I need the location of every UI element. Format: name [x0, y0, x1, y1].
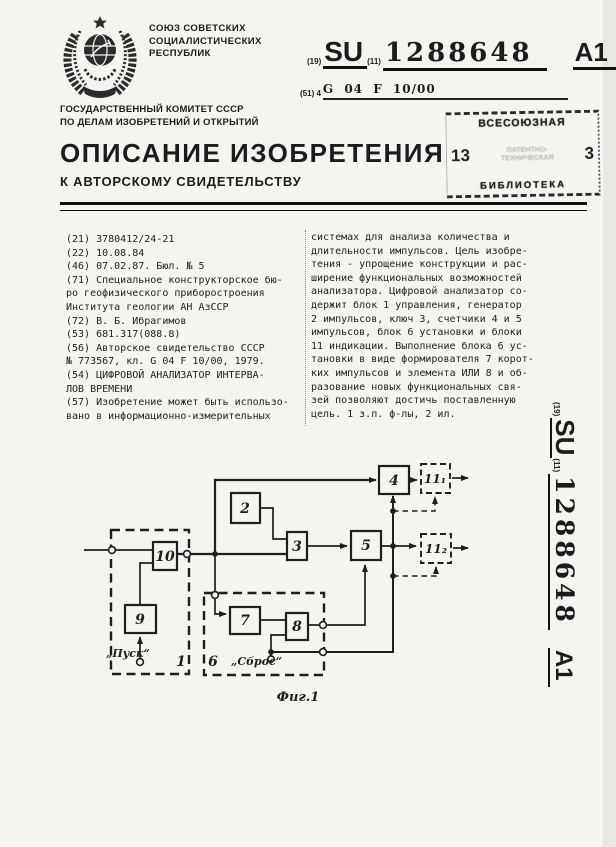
text-line: держит блок 1 управления, генератор — [311, 299, 522, 311]
ipc-class: G 04 F 10/00 — [323, 82, 568, 100]
committee-name — [60, 104, 259, 129]
label-block-8: 8 — [292, 619, 302, 635]
sidebar-number: 1288648 — [548, 474, 577, 630]
text-line: ширение функциональных возможностей — [311, 272, 522, 284]
double-rule — [60, 202, 587, 211]
label-block-2: 2 — [240, 501, 250, 517]
emblem-globe — [84, 34, 116, 66]
text-line: (57) Изобретение может быть использо- — [66, 397, 289, 409]
ipc-classification — [300, 82, 568, 100]
label-block-10: 10 — [155, 549, 175, 565]
figure-caption: Фиг.1 — [276, 690, 320, 705]
abstract-column — [311, 231, 561, 421]
sidebar-country-code: SU — [550, 418, 578, 458]
text-line: системах для анализа количества и — [311, 232, 510, 243]
reset-to-or8 — [271, 635, 286, 652]
wire-to-former7 — [215, 554, 226, 614]
sidebar-publication-number — [548, 402, 580, 681]
label-block-11-1: 11₁ — [424, 472, 446, 486]
committee-line: ПО ДЕЛАМ ИЗОБРЕТЕНИЙ И ОТКРЫТИЙ — [60, 116, 259, 128]
text-line: вано в информационно-измерительных — [66, 410, 271, 422]
text-line: Института геологии АН АзССР — [66, 301, 229, 313]
label-block-4: 4 — [389, 473, 399, 489]
text-line: (71) Специальное конструкторское бю- — [66, 274, 283, 286]
text-line: 11 индикации. Выполнение блока 6 ус- — [311, 340, 528, 352]
label-box-6: 6 — [208, 654, 218, 670]
text-line: (21) 3780412/24-21 — [66, 234, 175, 245]
text-line: ЛОВ ВРЕМЕНИ — [66, 383, 133, 395]
committee-line: ГОСУДАРСТВЕННЫЙ КОМИТЕТ СССР — [60, 104, 244, 115]
text-line: тановки в виде формирователя 7 корот- — [311, 354, 534, 366]
stamp-bottom-text: БИБЛИОТЕКА — [479, 179, 567, 192]
document-title: ОПИСАНИЕ ИЗОБРЕТЕНИЯ — [60, 138, 445, 168]
text-line: зей позволяют достичь поставленную — [311, 395, 516, 407]
text-line: (22) 10.08.84 — [66, 247, 145, 259]
ingov-code-51: (51) 4 — [300, 89, 321, 98]
library-stamp — [445, 110, 600, 199]
ingov-code-19: (19) — [307, 57, 322, 66]
country-name — [149, 23, 262, 61]
label-block-11-2: 11₂ — [425, 542, 447, 556]
text-line: № 773567, кл. G 04 F 10/00, 1979. — [66, 356, 265, 368]
label-reset-signal: „Сброс“ — [231, 655, 283, 668]
sidebar-kind: A1 — [548, 648, 576, 687]
text-line: (54) ЦИФРОВОЙ АНАЛИЗАТОР ИНТЕРВА- — [66, 369, 265, 381]
country-name-line: СОЮЗ СОВЕТСКИХ — [149, 23, 246, 34]
publication-number-header — [307, 38, 616, 71]
ussr-emblem — [60, 13, 140, 101]
stamp-right-number: 3 — [584, 143, 595, 163]
document-kind: A1 — [573, 39, 616, 70]
text-line: анализатора. Цифровой анализатор со- — [311, 286, 528, 298]
ingov-code-11: (11) — [367, 57, 381, 66]
publication-number: 1288648 — [383, 40, 547, 71]
country-name-line: РЕСПУБЛИК — [149, 48, 211, 59]
wire-or8-to-counter5 — [308, 565, 365, 625]
label-block-5: 5 — [361, 538, 371, 554]
wire-9-to-10 — [140, 563, 153, 605]
text-line: разование новых функциональных свя- — [311, 381, 522, 393]
country-name-line: СОЦИАЛИСТИЧЕСКИХ — [149, 35, 262, 47]
text-line: длительности импульсов. Цель изобре- — [311, 245, 528, 257]
label-block-7: 7 — [240, 613, 250, 629]
label-start-signal: „Пуск“ — [106, 647, 150, 660]
text-line: ро геофизического приборостроения — [66, 288, 265, 300]
wire-generator2-to-key3 — [260, 508, 287, 539]
text-line: ких импульсов и элемента ИЛИ 8 и об- — [311, 367, 528, 379]
text-line: тения - упрощение конструкции и рас- — [311, 259, 528, 271]
block-diagram-fig1 — [76, 428, 518, 720]
sidebar-code-19: (19) — [552, 402, 561, 417]
label-block-3: 3 — [292, 539, 302, 555]
text-line: 2 импульсов, ключ 3, счетчики 4 и 5 — [311, 313, 522, 325]
text-line: импульсов, блок 6 установки и блоки — [311, 327, 522, 339]
dashed-wire-to-11b — [393, 567, 436, 576]
dashed-wire-to-11a — [393, 497, 435, 511]
sidebar-code-11: (11) — [552, 458, 561, 473]
stamp-left-number: 13 — [450, 145, 471, 165]
country-code: SU — [323, 38, 367, 69]
document-subtitle: К АВТОРСКОМУ СВИДЕТЕЛЬСТВУ — [60, 174, 302, 189]
text-line: цель. 1 з.п. ф-лы, 2 ил. — [311, 408, 456, 420]
text-line: (56) Авторское свидетельство СССР — [66, 342, 265, 354]
label-box-1: 1 — [176, 654, 186, 670]
bibliographic-column — [66, 233, 308, 423]
label-block-9: 9 — [135, 612, 145, 628]
stamp-faded-text: ПАТЕНТНО- ТЕХНИЧЕСКАЯ — [500, 146, 554, 162]
emblem-ribbon — [83, 86, 117, 98]
text-line: (53) 681.317(088.8) — [66, 329, 181, 341]
text-line: (46) 07.02.87. Бюл. № 5 — [66, 261, 205, 273]
stamp-top-text: ВСЕСОЮЗНАЯ — [478, 116, 566, 130]
emblem-star — [93, 16, 107, 29]
column-divider — [305, 230, 306, 426]
text-line: (72) В. Б. Ибрагимов — [66, 315, 187, 327]
